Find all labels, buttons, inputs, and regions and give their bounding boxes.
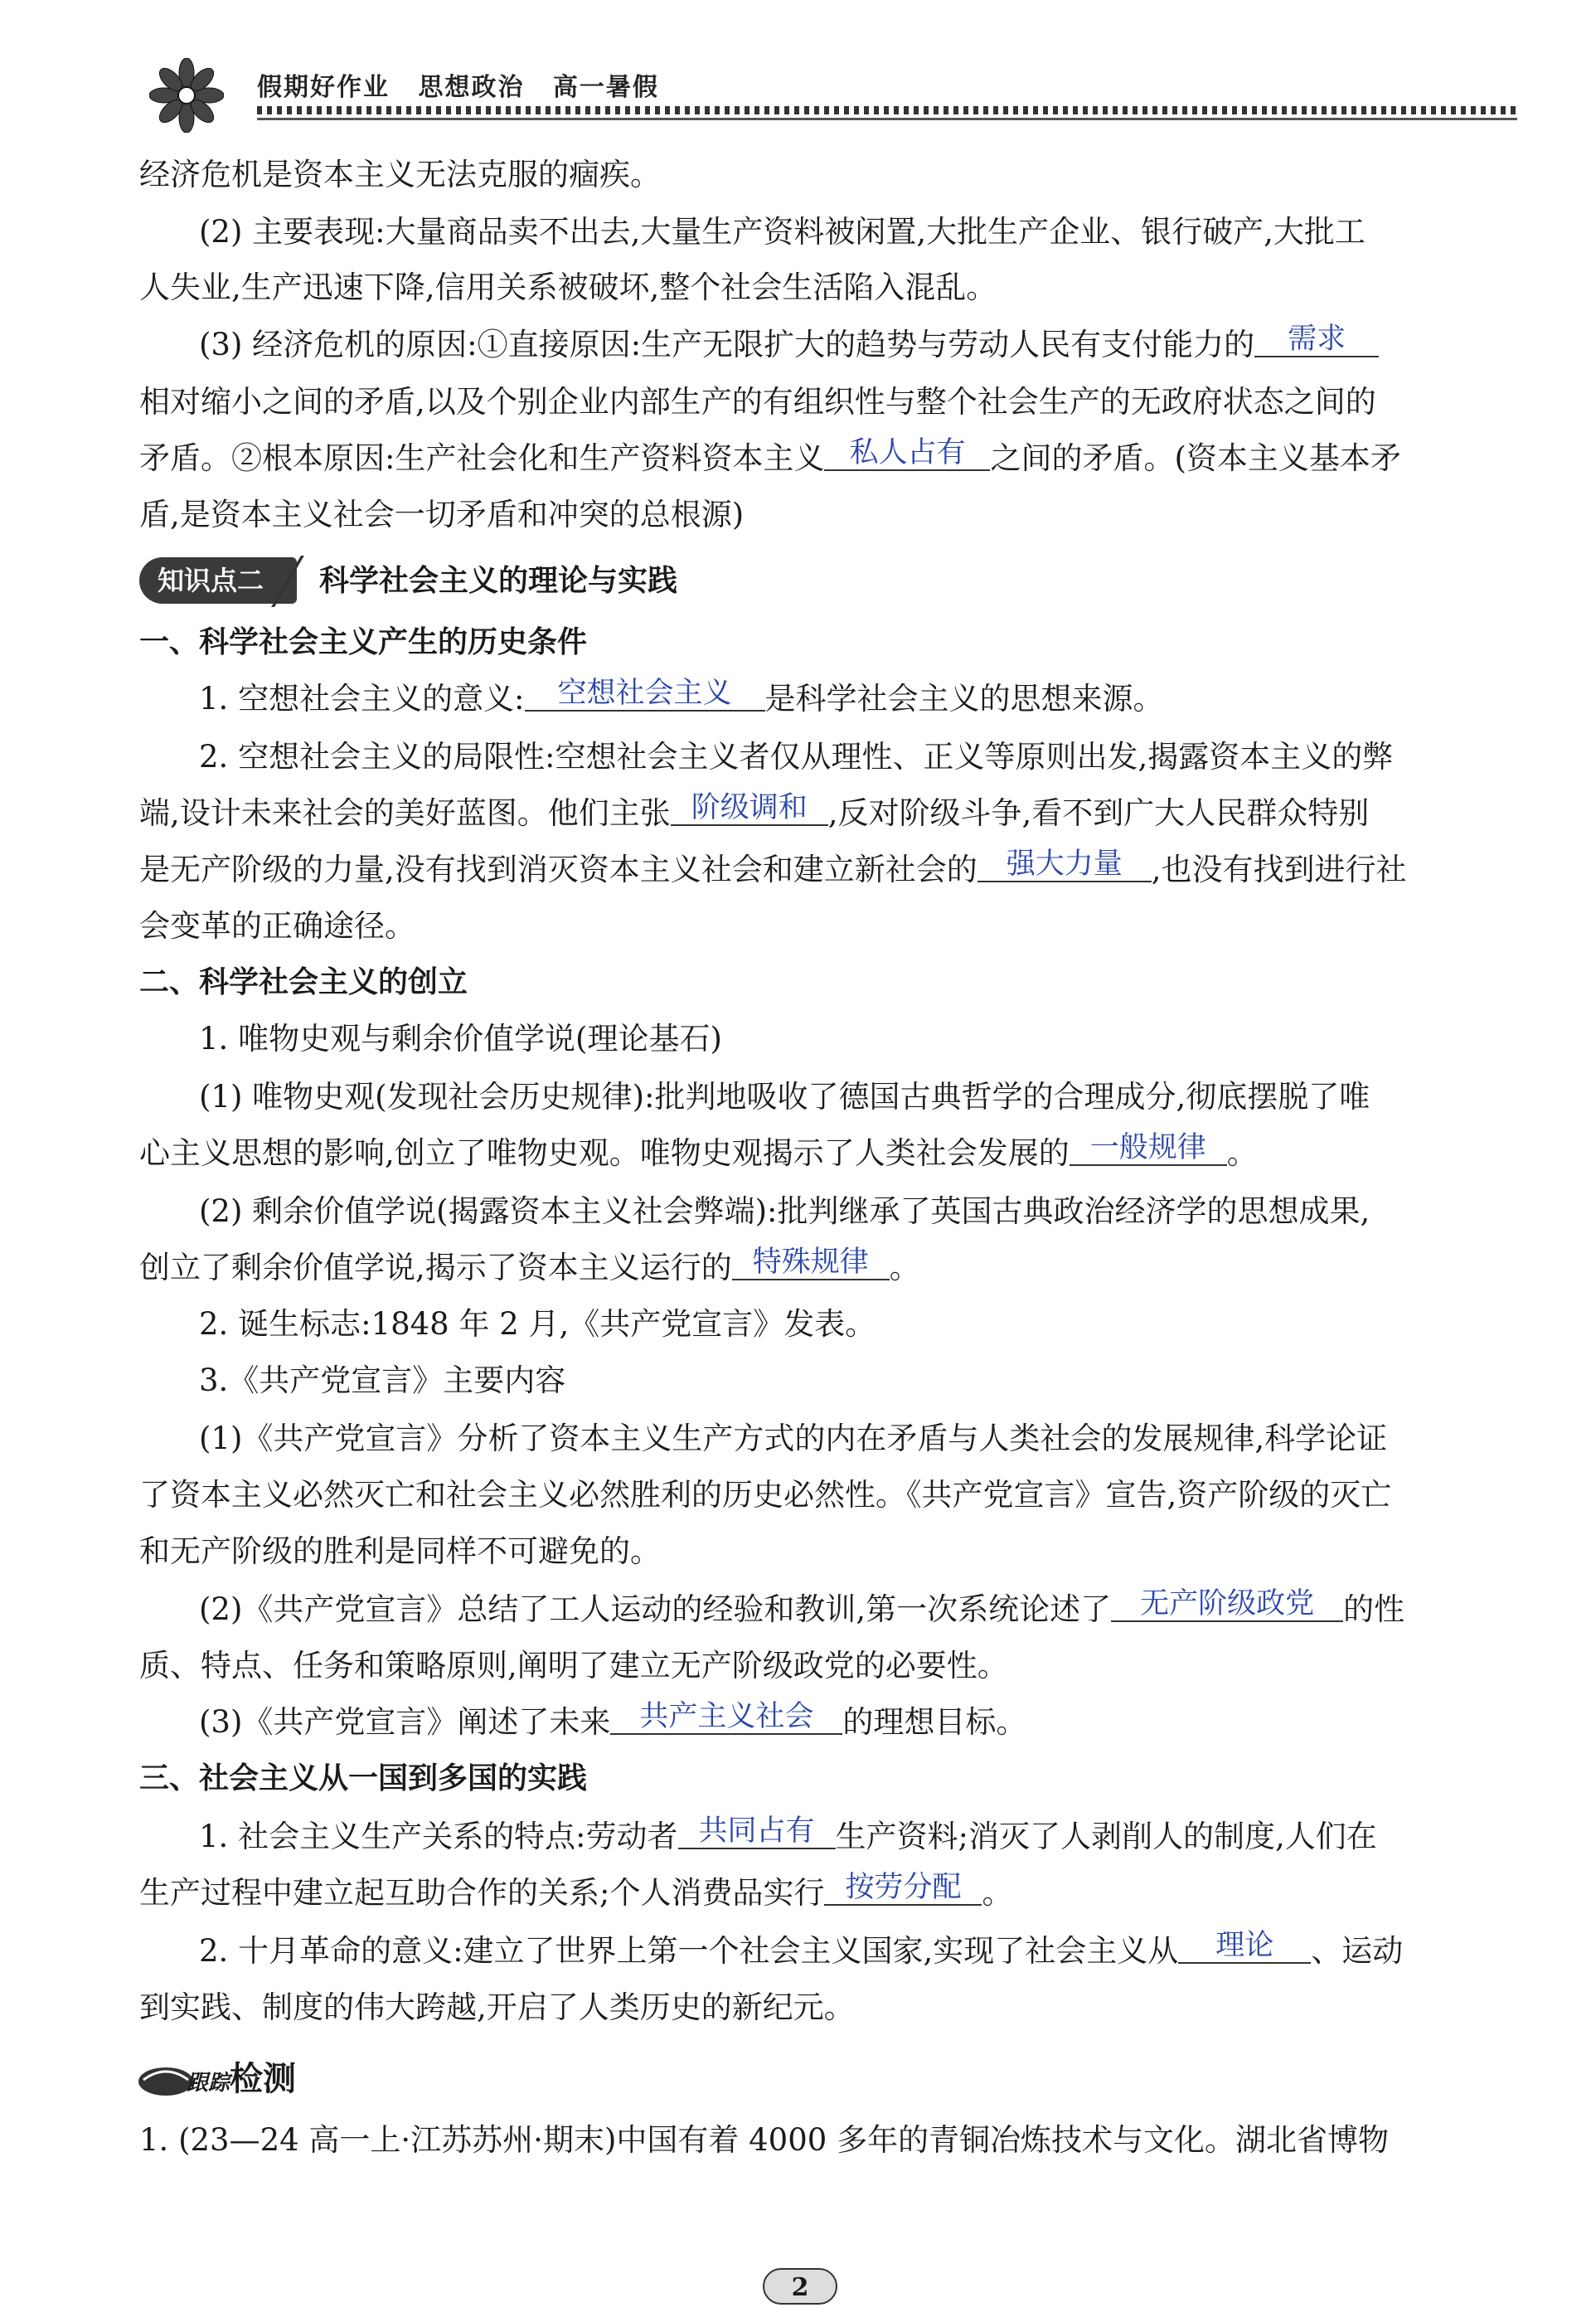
header-title bbox=[257, 66, 677, 103]
text-line: (1) 唯物史观(发现社会历史规律):批判地吸收了德国古典哲学的合理成分,彻底摆脱了唯 bbox=[199, 1079, 1370, 1115]
text-line: 相对缩小之间的矛盾,以及个别企业内部生产的有组织性与整个社会生产的无政府状态之间的 bbox=[139, 384, 1376, 420]
text-segment: (3)《共产党宣言》阐述了未来 bbox=[199, 1704, 611, 1740]
text-segment: 的理想目标。 bbox=[842, 1704, 1027, 1740]
text-segment: 矛盾。②根本原因:生产社会化和生产资料资本主义 bbox=[139, 440, 825, 476]
answer-blank: 阶级调和 bbox=[671, 791, 828, 826]
text-line bbox=[199, 324, 1379, 366]
section-heading: 一、科学社会主义产生的历史条件 bbox=[139, 625, 588, 659]
section-heading: 二、科学社会主义的创立 bbox=[139, 965, 468, 999]
text-segment: 。 bbox=[889, 1250, 920, 1285]
text-segment: 生产过程中建立起互助合作的关系;个人消费品实行 bbox=[139, 1875, 825, 1911]
text-line bbox=[139, 438, 1401, 479]
knowledge-point-badge: 知识点二 bbox=[139, 557, 297, 604]
text-line bbox=[199, 1702, 1026, 1743]
text-segment: 心主义思想的影响,创立了唯物史观。唯物史观揭示了人类社会发展的 bbox=[139, 1135, 1070, 1171]
text-line bbox=[139, 793, 1369, 834]
text-line bbox=[199, 1589, 1404, 1630]
text-segment: 生产资料;消灭了人剥削人的制度,人们在 bbox=[835, 1819, 1377, 1854]
text-line: 2. 诞生标志:1848 年 2 月,《共产党宣言》发表。 bbox=[199, 1306, 876, 1342]
text-line: 到实践、制度的伟大跨越,开启了人类历史的新纪元。 bbox=[139, 1989, 855, 2025]
text-line bbox=[139, 1133, 1258, 1174]
text-segment: (2)《共产党宣言》总结了工人运动的经验和教训,第一次系统论述了 bbox=[199, 1591, 1112, 1627]
header-subject: 思想政治 bbox=[418, 73, 525, 102]
text-line: 了资本主义必然灭亡和社会主义必然胜利的历史必然性。《共产党宣言》宣告,资产阶级的灭亡 bbox=[139, 1477, 1392, 1513]
text-line: 3.《共产党宣言》主要内容 bbox=[199, 1363, 566, 1398]
header-divider bbox=[257, 106, 1517, 114]
answer-blank: 按劳分配 bbox=[824, 1871, 982, 1906]
text-line bbox=[199, 1931, 1403, 1972]
answer-blank: 私人占有 bbox=[824, 436, 990, 471]
text-segment: 、运动 bbox=[1311, 1933, 1404, 1969]
tracking-test-big: 检测 bbox=[230, 2060, 297, 2098]
text-segment: 是科学社会主义的思想来源。 bbox=[764, 681, 1164, 717]
text-segment: 2. 十月革命的意义:建立了世界上第一个社会主义国家,实现了社会主义从 bbox=[199, 1933, 1179, 1969]
text-line bbox=[199, 678, 1164, 720]
text-segment: (3) 经济危机的原因:①直接原因:生产无限扩大的趋势与劳动人民有支付能力的 bbox=[199, 327, 1255, 362]
text-segment: 之间的矛盾。(资本主义基本矛 bbox=[990, 440, 1401, 476]
text-segment: ,也没有找到进行社 bbox=[1151, 852, 1407, 887]
text-segment: 。 bbox=[1226, 1135, 1258, 1171]
text-segment: 的性 bbox=[1343, 1591, 1405, 1627]
page-number: 2 bbox=[763, 2268, 837, 2305]
answer-blank: 共同占有 bbox=[678, 1814, 836, 1849]
text-segment: 1. 空想社会主义的意义: bbox=[199, 681, 525, 717]
flower-icon bbox=[149, 58, 224, 133]
answer-blank: 理论 bbox=[1178, 1929, 1311, 1964]
page-header bbox=[124, 50, 1517, 124]
text-segment: ,反对阶级斗争,看不到广大人民群众特别 bbox=[827, 795, 1370, 831]
text-line bbox=[139, 849, 1407, 891]
text-line: (2) 剩余价值学说(揭露资本主义社会弊端):批判继承了英国古典政治经济学的思想成果, bbox=[199, 1193, 1370, 1229]
text-line: 1. 唯物史观与剩余价值学说(理论基石) bbox=[199, 1021, 722, 1057]
answer-blank: 空想社会主义 bbox=[525, 677, 765, 712]
answer-blank: 共产主义社会 bbox=[610, 1700, 842, 1735]
text-segment: 1. 社会主义生产关系的特点:劳动者 bbox=[199, 1819, 678, 1854]
section-title: 科学社会主义的理论与实践 bbox=[319, 564, 678, 598]
text-line: 2. 空想社会主义的局限性:空想社会主义者仅从理性、正义等原则出发,揭露资本主义的弊 bbox=[199, 739, 1394, 775]
text-line bbox=[139, 1247, 920, 1289]
text-line: 盾,是资本主义社会一切矛盾和冲突的总根源) bbox=[139, 497, 745, 532]
text-line bbox=[199, 1816, 1377, 1858]
tracking-test-small: 跟踪 bbox=[187, 2071, 230, 2096]
question-line: 1. (23—24 高一上·江苏苏州·期末)中国有着 4000 多年的青铜冶炼技术与文化。湖北省博物 bbox=[139, 2122, 1390, 2158]
answer-blank: 特殊规律 bbox=[732, 1246, 890, 1280]
text-segment: 。 bbox=[982, 1875, 1013, 1911]
section-heading: 三、社会主义从一国到多国的实践 bbox=[139, 1761, 588, 1795]
text-line: (1)《共产党宣言》分析了资本主义生产方式的内在矛盾与人类社会的发展规律,科学论证 bbox=[199, 1421, 1388, 1456]
answer-blank: 无产阶级政党 bbox=[1111, 1587, 1343, 1622]
answer-blank: 一般规律 bbox=[1070, 1131, 1227, 1166]
text-line: (2) 主要表现:大量商品卖不出去,大量生产资料被闲置,大批生产企业、银行破产,大批工 bbox=[199, 214, 1366, 250]
header-grade: 高一暑假 bbox=[552, 73, 659, 102]
text-segment: 是无产阶级的力量,没有找到消灭资本主义社会和建立新社会的 bbox=[139, 852, 977, 887]
text-line: 人失业,生产迅速下降,信用关系被破坏,整个社会生活陷入混乱。 bbox=[139, 270, 997, 305]
header-rule bbox=[257, 118, 1517, 120]
tracking-test-title bbox=[187, 2052, 296, 2100]
answer-blank: 强大力量 bbox=[977, 848, 1152, 882]
text-segment: 端,设计未来社会的美好蓝图。他们主张 bbox=[139, 795, 671, 831]
text-line bbox=[139, 1873, 1012, 1914]
header-series: 假期好作业 bbox=[257, 73, 390, 102]
text-line: 会变革的正确途径。 bbox=[139, 908, 415, 944]
text-segment: 创立了剩余价值学说,揭示了资本主义运行的 bbox=[139, 1250, 732, 1285]
text-line: 经济危机是资本主义无法克服的痼疾。 bbox=[139, 157, 661, 192]
text-line: 和无产阶级的胜利是同样不可避免的。 bbox=[139, 1533, 661, 1569]
answer-blank: 需求 bbox=[1254, 323, 1379, 357]
text-line: 质、特点、任务和策略原则,阐明了建立无产阶级政党的必要性。 bbox=[139, 1648, 1008, 1683]
